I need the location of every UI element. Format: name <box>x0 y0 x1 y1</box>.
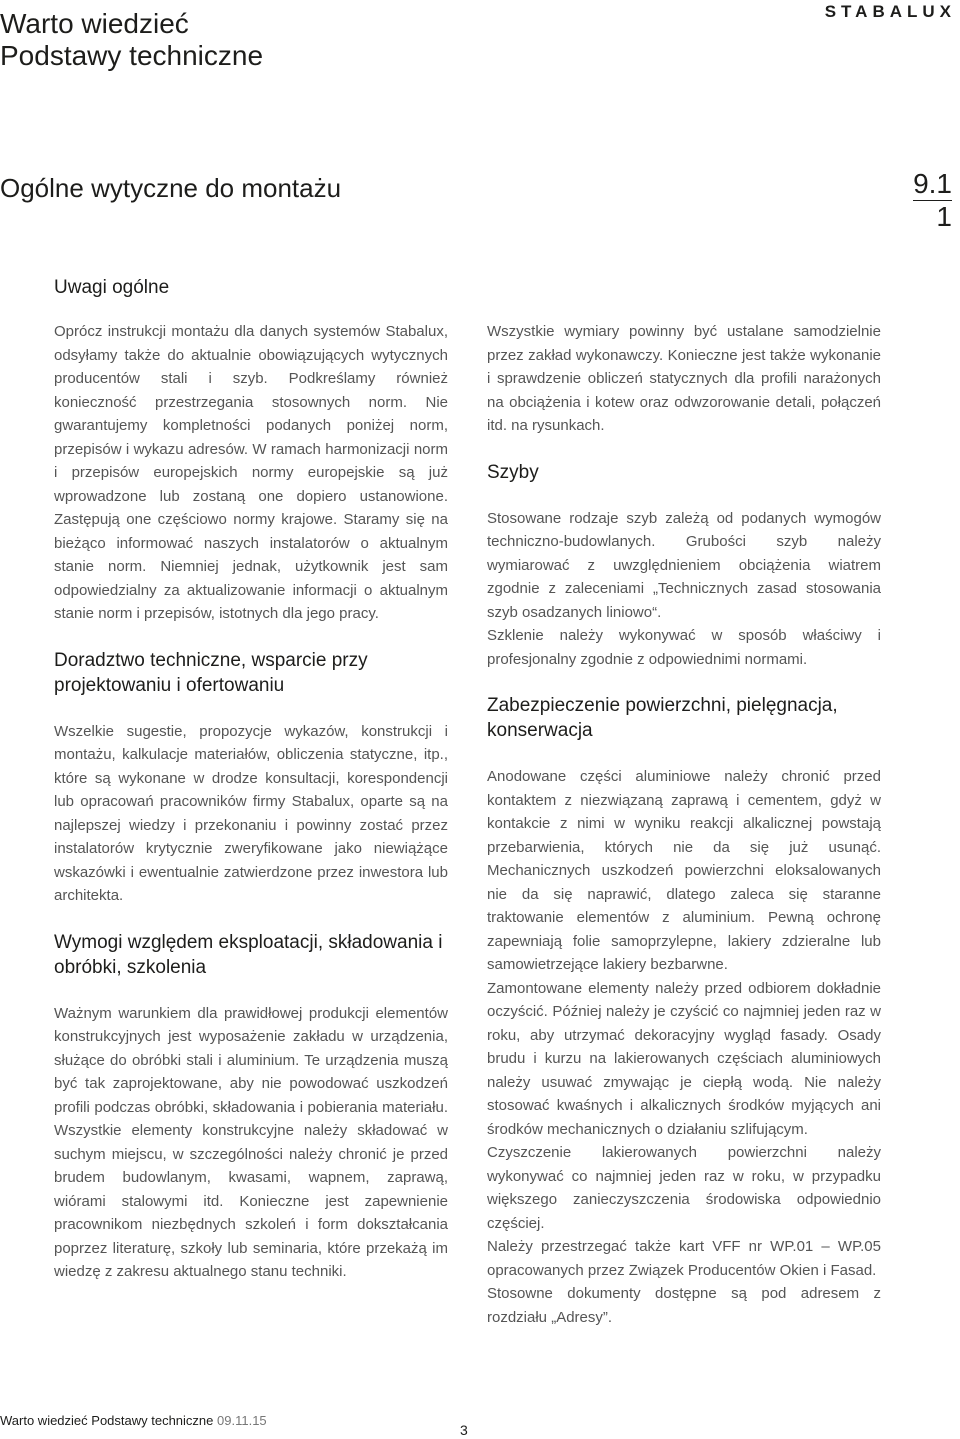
heading-szyby: Szyby <box>487 461 539 483</box>
paragraph-szyby-1: Stosowane rodzaje szyb zależą od podanych wymogów techniczno-budowlanych. Grubości szyb należy wymiarować z uwzględnieniem obciążenia wiatrem zgodnie z zaleceniami „Technicznych zasad stosowania szyb osadzanych liniowo“. <box>487 509 881 621</box>
heading-uwagi: Uwagi ogólne <box>54 277 170 298</box>
section-number <box>913 168 952 233</box>
header-title <box>0 8 263 72</box>
section-number-top: 9.1 <box>913 168 952 199</box>
header-line2: Podstawy techniczne <box>0 40 264 71</box>
paragraph-uwagi: Oprócz instrukcji montażu dla danych systemów Stabalux, odsyłamy także do aktualnie obowiązujących wytycznych producentów stali i szyb. Podkreślamy również konieczność przestrzegania stosownych norm. Nie gwarantujemy kompletności podanych poniżej norm, przepisów i wykazu adresów. W ramach harmonizacji norm i przepisów europejskich normy europejskie są już wprowadzone lub zostaną one dopiero ustanowione. Zastępują one częściowo normy krajowe. Staramy się na bieżąco informować naszych instalatorów o aktualnym stanie norm. Niemniej jednak, użytkownik jest sam odpowiedzialny za aktualizowanie informacji o aktualnym stanie norm i przepisów, istotnych dla jego pracy. <box>54 323 448 622</box>
paragraph-wymiary: Wszystkie wymiary powinny być ustalane samodzielnie przez zakład wykonawczy. Konieczne jest także wykonanie i sprawdzenie obliczeń statycznych dla profili narażonych na obciążenia i kotew oraz odwzorowanie detali, połączeń itd. na rysunkach. <box>487 323 881 434</box>
section-title: Ogólne wytyczne do montażu <box>0 173 342 203</box>
heading-zabezpieczenie: Zabezpieczenie powierzchni, pielęgnacja, konserwacja <box>487 695 838 741</box>
paragraph-zabezp-4: Należy przestrzegać także kart VFF nr WP.01 – WP.05 opracowanych przez Związek Producentów Okien i Fasad. <box>487 1238 881 1279</box>
paragraph-zabezp-2: Zamontowane elementy należy przed odbiorem dokładnie oczyścić. Później należy je czyścić co najmniej jeden raz w roku, aby utrzymać dekoracyjny wygląd fasady. Osady brudu i kurzu na lakierowanych częściach aluminiowych należy usuwać zmywając je ciepłą wodą. Nie należy stosować kwaśnych i alkalicznych środków myjących ani środków mechanicznych o działaniu szlifującym. <box>487 979 881 1138</box>
brand-logo: STABALUX <box>824 2 956 21</box>
right-column <box>487 320 881 1329</box>
section-number-bottom: 1 <box>936 201 952 232</box>
footer-text: Warto wiedzieć Podstawy techniczne <box>0 1413 214 1428</box>
paragraph-zabezp-1: Anodowane części aluminiowe należy chronić przed kontaktem z niezwiązaną zaprawą i cementem, gdyż w kontakcie z nimi w wyniku reakcji alkalicznej powstają przebarwienia, których nie da się już usunąć. Mechanicznych uszkodzeń powierzchni eloksalowanych nie da się naprawić, dlatego zaleca się staranne traktowanie elementów z aluminium. Pewną ochronę zapewniają folie samoprzylepne, lakiery zdzieralne lub samowietrzejące lakiery bezbarwne. <box>487 768 881 973</box>
header-line1: Warto wiedzieć <box>0 8 189 39</box>
heading-doradztwo: Doradztwo techniczne, wsparcie przy projektowaniu i ofertowaniu <box>54 649 368 696</box>
page-number: 3 <box>460 1422 468 1438</box>
paragraph-szyby-2: Szklenie należy wykonywać w sposób właściwy i profesjonalny zgodnie z odpowiednimi normami. <box>487 627 881 668</box>
footer <box>0 1413 267 1428</box>
footer-date: 09.11.15 <box>217 1413 267 1428</box>
paragraph-zabezp-5: Stosowne dokumenty dostępne są pod adresem z rozdziału „Adresy”. <box>487 1285 881 1326</box>
heading-wymogi: Wymogi względem eksploatacji, składowania i obróbki, szkolenia <box>54 931 443 978</box>
paragraph-doradztwo: Wszelkie sugestie, propozycje wykazów, konstrukcji i montażu, kalkulacje materiałów, obliczenia statyczne, itp., które są wykonane w drodze konsultacji, korespondencji lub opracowań pracowników firmy Stabalux, oparte są na najlepszej wiedzy i przekonaniu i powinny zostać przez instalatorów krytycznie zweryfikowane jako niewiążące wskazówki i ewentualnie zatwierdzone przez inwestora lub architekta. <box>54 722 448 904</box>
paragraph-zabezp-3: Czyszczenie lakierowanych powierzchni należy wykonywać co najmniej jeden raz w roku, w przypadku większego zanieczyszczenia środowiska odpowiednio częściej. <box>487 1144 881 1232</box>
left-column <box>54 320 448 1284</box>
paragraph-wymogi: Ważnym warunkiem dla prawidłowej produkcji elementów konstrukcyjnych jest wyposażenie zakładu w urządzenia, służące do obróbki stali i aluminium. Te urządzenia muszą być tak zaprojektowane, aby nie powodować uszkodzeń profili podczas obróbki, składowania i pobierania materiału. Wszystkie elementy konstrukcyjne należy składować w suchym miejscu, w szczególności należy chronić je przed brudem budowlanym, kwasami, wapnem, zaprawą, wiórami stalowymi itd. Konieczne jest zapewnienie pracownikom niezbędnych szkoleń i form dokształcania poprzez literaturę, szkoły lub seminaria, które przekażą im wiedzę z zakresu aktualnego stanu techniki. <box>54 1004 448 1280</box>
